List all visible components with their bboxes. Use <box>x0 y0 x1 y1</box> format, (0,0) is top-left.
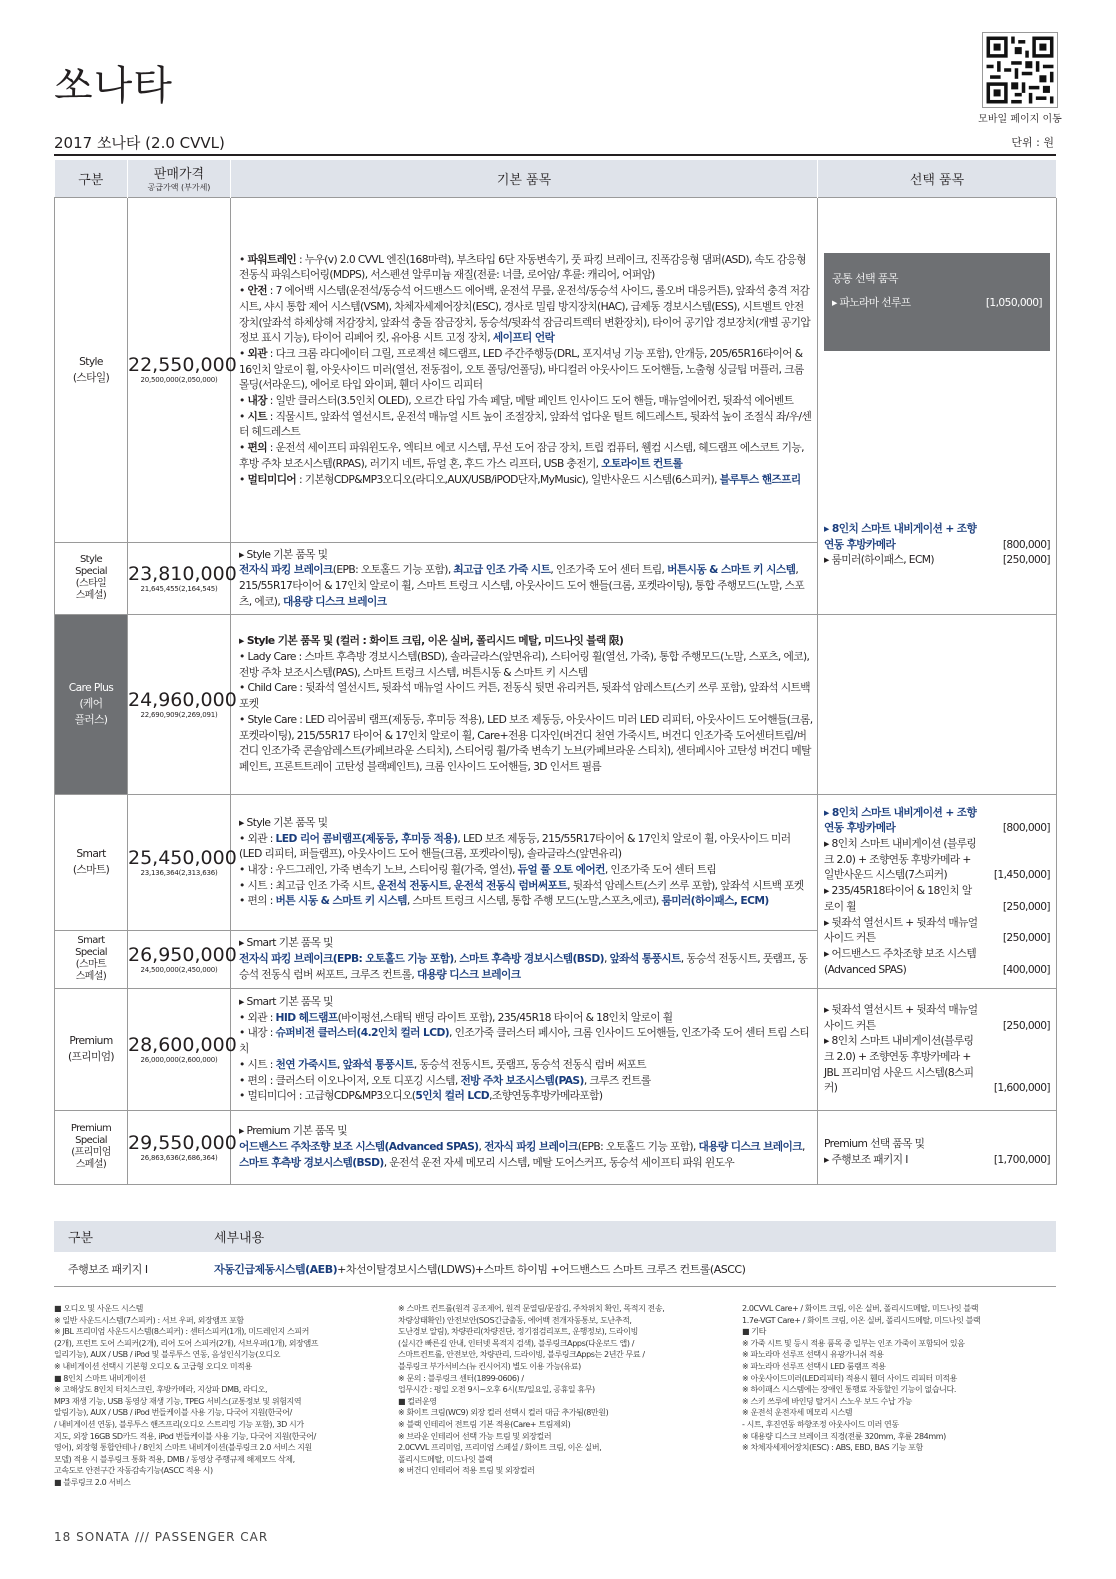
common-options-title: 공통 선택 품목 <box>832 271 898 285</box>
note-line: ※ 대용량 디스크 브레이크 직경(전륜 320mm, 후륜 284mm) <box>742 1431 946 1441</box>
note-line: ※ 브라운 인테리어 선택 가능 트림 및 외장컬러 <box>398 1431 552 1441</box>
feature-highlight: 대용량 디스크 브레이크 <box>698 1140 802 1154</box>
note-line: 지도, 외장 16GB SD카드 적용, iPod 번들케이블 사용 기능, 다국어 지원(한국어/ <box>54 1431 316 1441</box>
notes-col-1 <box>54 1303 384 1489</box>
option-cell-empty <box>818 614 1057 794</box>
trim-label-line: Style <box>79 554 103 565</box>
feature-item: • 편의 : 운전석 세이프티 파워윈도우, 엑티브 에코 시스템, 무선 도어 잠금 장치, 트립 컴퓨터, 웰컴 시스템, 헤드램프 에스코트 기능, 후방 주차 보조시스템(RPAS), 러기지 네트, 듀얼 혼, 후드 가스 리프터, USB 충전기, 오토라이트 컨트롤 <box>239 441 804 470</box>
note-line: ■ 오디오 및 사운드 시스템 <box>54 1304 144 1313</box>
package-header-type: 구분 <box>54 1221 214 1252</box>
supply-value: 23,136,364(2,313,636) <box>140 868 218 877</box>
package-table <box>54 1221 1056 1287</box>
supply-value: 22,690,909(2,269,091) <box>140 710 218 719</box>
feature-highlight: 세이프티 언락 <box>492 331 555 345</box>
note-line: 모델) 적용 시 블루링크 통화 적용, DMB / 동영상 주행규제 해제모드 삭제, <box>54 1454 295 1464</box>
supply-value: 26,000,000(2,600,000) <box>140 1055 218 1064</box>
trim-price <box>128 542 237 614</box>
option-item <box>832 295 1042 311</box>
package-detail-highlight: 자동긴급제동시스템(AEB) <box>214 1262 338 1276</box>
option-price: [400,000] <box>1002 962 1050 976</box>
note-line: 스마트컨트롤, 안전보안, 차량관리, 드라이빙, 블루링크Apps는 2년간 무료 / <box>398 1350 645 1360</box>
feature-base: ▸ Premium 기본 품목 및 <box>239 1124 347 1138</box>
feature-cell <box>231 614 818 794</box>
note-line: / 내비게이션 연동), 블루투스 핸즈프리(오디오 스트리밍 기능 포함), 3D 시가 <box>54 1419 304 1429</box>
feature-item: • Child Care : 뒷좌석 열선시트, 뒷좌석 매뉴얼 사이드 커튼, 전동식 뒷면 유리커튼, 뒷좌석 암레스트(스키 쓰루 포함), 앞좌석 시트백 포켓 <box>239 681 811 711</box>
feature-category: 편의 <box>247 441 267 455</box>
option-item <box>824 1033 1050 1096</box>
feature-highlight: 5인치 컬러 LCD <box>415 1089 490 1103</box>
feature-highlight: 전자식 파킹 브레이크 <box>239 563 333 577</box>
note-line: 1.7e-VGT Care+ / 화이트 크림, 이온 실버, 폴리시드메탈, 미드나잇 블랙 <box>742 1315 981 1325</box>
price-value: 28,600,000 <box>128 1033 237 1056</box>
option-label: ▸ 어드밴스드 주차조향 보조 시스템 (Advanced SPAS) <box>824 946 977 976</box>
page-footer: 18 SONATA /// PASSENGER CAR <box>54 1530 269 1544</box>
note-line: ※ JBL 프리미엄 사운드시스템(8스피커) : 센터스피커(1개), 미드레인지 스피커 <box>54 1327 309 1337</box>
trim-label-line: 플러스) <box>74 712 108 726</box>
feature-cell <box>231 794 818 930</box>
package-detail-text: +차선이탈경보시스템(LDWS)+스마트 하이빔 +어드밴스드 스마트 크루즈 컨트롤(ASCC) <box>337 1262 746 1276</box>
option-item <box>824 521 1050 552</box>
option-item <box>824 1002 1050 1033</box>
note-line: ※ 버건디 인테리어 적용 트림 및 외장컬러 <box>398 1466 535 1476</box>
note-line: ※ 운전석 운전자세 메모리 시스템 <box>742 1408 853 1418</box>
feature-item: • 시트 : 최고급 인조 가죽 시트, 운전석 전동시트, 운전석 전동식 럼버써포트, 뒷좌석 암레스트(스키 쓰루 포함), 앞좌석 시트백 포켓 <box>239 878 804 892</box>
option-item <box>824 836 1050 883</box>
title-rule <box>54 154 1056 156</box>
trim-price <box>128 794 237 930</box>
feature-item: • 안전 : 7 에어백 시스템(운전석/동승석 어드밴스드 에어백, 운전석 무릎, 운전석/동승석 사이드, 롤오버 대응커튼), 앞좌석 충격 저감 시트, 샤시 통합 제어 시스템(VSM), 차체자세제어장치(ESC), 경사로 밀림 방지장치(HAC), 급제동 경보시스템(ESS), 시트벨트 안전장치(앞좌석 하체상해 저감장치, 앞좌석 충돌 잠금장치, 동승석/뒷좌석 잠금리트렉터 변환장치), 타이어 공기압 경보장치(개별 공기압 정보 표시 기능), 타이어 리페어 킷, 유아용 시트 고정 장치, 세이프티 언락 <box>239 284 811 345</box>
table-header <box>55 160 1057 197</box>
feature-item: • 내장 : 우드그레인, 가죽 변속기 노브, 스티어링 휠(가죽, 열선), 듀얼 풀 오토 에어컨, 인조가죽 도어 센터 트림 <box>239 863 717 876</box>
option-item <box>824 915 1050 946</box>
table-row <box>54 1252 1056 1286</box>
option-price: [800,000] <box>1002 821 1050 835</box>
feature-highlight: 블루투스 핸즈프리 <box>719 472 801 486</box>
note-line: 업무시간 : 평일 오전 9시~오후 6시(토/일요일, 공휴일 휴무) <box>398 1385 595 1395</box>
note-line: ※ 하이패스 시스템에는 장애인 통행료 자동할인 기능이 없습니다. <box>742 1385 956 1395</box>
note-line: 2.0CVVL Care+ / 화이트 크림, 이온 실버, 폴리시드메탈, 미드나잇 블랙 <box>742 1304 979 1313</box>
note-line: ■ 8인치 스마트 내비게이션 <box>54 1373 146 1383</box>
option-price: [250,000] <box>1002 553 1050 567</box>
price-value: 25,450,000 <box>128 846 237 869</box>
feature-item: • 편의 : 버튼 시동 & 스마트 키 시스템, 스마트 트렁크 시스템, 통합 주행 모드(노말,스포츠,에코), 룸미러(하이패스, ECM) <box>239 894 769 908</box>
note-line: ※ 파노라마 선루프 선택시 유광가니쉬 적용 <box>742 1350 884 1360</box>
option-price: [1,700,000] <box>993 1153 1050 1166</box>
option-cell <box>818 794 1057 988</box>
feature-highlight: 앞좌석 통풍시트 <box>342 1057 414 1071</box>
trim-price <box>128 1110 237 1184</box>
note-line: 차량상태확인) 안전보안(SOS긴급출동, 에어백 전개자동통보, 도난추적, <box>398 1315 632 1325</box>
option-label: ▸ 8인치 스마트 내비게이션 + 조향연동 후방카메라 <box>824 521 977 551</box>
feature-item: 전자식 파킹 브레이크(EPB: 오토홀드 기능 포함), 최고급 인조 가죽 시트, 인조가죽 도어 센터 트림, 버튼시동 & 스마트 키 시스템, 215/55R17타이어 & 17인치 알로이 휠, 스마트 트렁크 시스템, 아웃사이드 도어 핸들(크롬, 포켓라이팅), 통합 주행모드(노말, 스포츠, 에코), 대용량 디스크 브레이크 <box>239 563 805 608</box>
note-line: ■ 기타 <box>742 1327 766 1337</box>
feature-item: • 파워트레인 : 누우(v) 2.0 CVVL 엔진(168마력), 부츠타입 6단 자동변속기, 풋 파킹 브레이크, 진폭감응형 댐퍼(ASD), 속도 감응형 전동식 파워스티어링(MDPS), 서스펜션 알루미늄 재질(전륜: 너클, 로어암/ 후륜: 캐리어, 어퍼암) <box>239 252 806 282</box>
price-table <box>54 160 1057 1185</box>
option-item <box>824 883 1050 914</box>
feature-highlight: 스마트 후측방 경보시스템(BSD) <box>239 1155 384 1169</box>
feature-highlight: 슈퍼비전 클러스터(4.2인치 컬러 LCD) <box>275 1026 450 1040</box>
supply-value: 20,500,000(2,050,000) <box>140 376 218 384</box>
note-line: 일리기능), AUX / USB / iPod 및 블루투스 연동, 음성인식기능(오디오 <box>54 1350 281 1360</box>
package-name: 주행보조 패키지 Ⅰ <box>54 1252 214 1286</box>
header-basic: 기본 품목 <box>231 160 818 197</box>
trim-name <box>55 542 128 614</box>
option-price: [1,600,000] <box>993 1081 1050 1095</box>
note-line: - 시트, 후진연동 하향조정 아웃사이드 미러 연동 <box>742 1419 899 1429</box>
trim-label-line: Premium <box>70 1123 112 1134</box>
option-label: ▸ 뒷좌석 열선시트 + 뒷좌석 매뉴얼 사이드 커튼 <box>824 1002 978 1032</box>
note-line: ※ 차체자세제어장치(ESC) : ABS, EBD, BAS 기능 포함 <box>742 1443 923 1453</box>
feature-item: • 내장 : 슈퍼비전 클러스터(4.2인치 컬러 LCD), 인조가죽 클러스터 페시아, 크롬 인사이드 도어핸들, 인조가죽 도어 센터 트림 스티치 <box>239 1026 810 1056</box>
trim-name <box>55 614 128 794</box>
feature-item: • 외관 : 다크 크롬 라디에이터 그릴, 프로젝션 헤드램프, LED 주간주행등(DRL, 포지셔닝 기능 포함), 안개등, 205/65R16타이어 & 16인치 알로이 휠, 아웃사이드 미러(열선, 전동접이, 오토 폴딩/언폴딩), 바디컬러 아웃사이드 도어핸들, 노출형 싱글팁 머플러, 크롬몰딩(서라운드), 에어로 타입 와이퍼, 휀더 사이드 리피터 <box>239 346 804 392</box>
option-label: ▸ 8인치 스마트 내비게이션(블루링크 2.0) + 조향연동 후방카메라 + JBL 프리미엄 사운드 시스템(8스피커) <box>824 1034 974 1095</box>
trim-label-line: Smart <box>77 935 105 946</box>
table-row <box>55 614 1057 794</box>
feature-category: 시트 <box>247 409 267 423</box>
feature-category: 내장 <box>247 394 267 408</box>
notes-col-3 <box>742 1303 1056 1454</box>
trim-label-line: Care Plus <box>68 681 114 695</box>
trim-name <box>55 930 128 988</box>
feature-item: • 멀티미디어 : 고급형CDP&MP3오디오(5인치 컬러 LCD,조향연동후방카메라포함) <box>239 1089 603 1103</box>
trim-label-line: Smart <box>76 847 106 861</box>
table-row <box>55 794 1057 930</box>
feature-highlight: 버튼시동 & 스마트 키 시스템 <box>667 563 796 577</box>
note-line: ■ 블루링크 2.0 서비스 <box>54 1477 131 1487</box>
trim-label-line: (스마트) <box>72 863 110 876</box>
supply-value: 26,863,636(2,686,364) <box>140 1153 218 1162</box>
option-item <box>824 805 1050 836</box>
feature-highlight: HID 헤드램프 <box>275 1010 338 1024</box>
option-price: [800,000] <box>1002 537 1050 551</box>
qr-code[interactable] <box>982 32 1058 108</box>
note-line: ■ 컬러운영 <box>398 1396 437 1406</box>
feature-cell <box>231 988 818 1110</box>
option-price: [1,450,000] <box>993 868 1050 882</box>
feature-highlight: 운전석 전동식 럼버써포트 <box>453 878 568 892</box>
option-price: [250,000] <box>1002 1018 1050 1032</box>
feature-base: ▸ Style 기본 품목 및 <box>239 815 328 829</box>
price-value: 29,550,000 <box>128 1131 237 1154</box>
note-line: 알림기능), AUX / USB / iPod 번들케이블 사용 기능, 다국어 지원(한국어/ <box>54 1408 292 1418</box>
trim-name <box>55 197 128 542</box>
feature-base: ▸ Smart 기본 품목 및 <box>239 995 333 1009</box>
trim-price <box>128 614 237 794</box>
note-line: ※ 파노라마 선루프 선택시 LED 룸램프 적용 <box>742 1361 886 1371</box>
table-row <box>55 988 1057 1110</box>
note-line: ※ 화이트 크림(WC9) 외장 컬러 선택시 컬러 대금 추가됨(8만원) <box>398 1408 609 1418</box>
note-line: (2개), 프런트 도어 스피커(2개), 리어 도어 스피커(2개), 서브우퍼(1개), 외장앰프 <box>54 1338 319 1348</box>
trim-label-line: 스페셜) <box>75 590 107 601</box>
option-label: ▸ 뒷좌석 열선시트 + 뒷좌석 매뉴얼 사이드 커튼 <box>824 915 978 945</box>
feature-highlight: 대용량 디스크 브레이크 <box>282 594 387 608</box>
feature-item: • 편의 : 클러스터 이오나이저, 오토 디포깅 시스템, 전방 주차 보조시스템(PAS), 크루즈 컨트롤 <box>239 1073 651 1087</box>
option-item <box>824 946 1050 977</box>
trim-label-line: (케어 <box>79 697 103 711</box>
trim-label-line: Special <box>75 566 107 577</box>
option-cell <box>818 1110 1057 1184</box>
trim-label-line: (프리미엄) <box>67 1050 115 1063</box>
feature-highlight: 듀얼 풀 오토 에어컨 <box>517 863 605 876</box>
note-line: ※ 스키 쓰루에 바인딩 탈거시 스노우 보드 수납 가능 <box>742 1396 913 1406</box>
header-option: 선택 품목 <box>818 160 1057 197</box>
feature-category: 외관 <box>247 346 267 360</box>
feature-item: • Lady Care : 스마트 후측방 경보시스템(BSD), 솔라글라스(앞면유리), 스티어링 휠(열선, 가죽), 통합 주행모드(노말, 스포츠, 에코), 전방 주차 보조시스템(PAS), 스마트 트렁크 시스템, 버튼시동 & 스마트 키 시스템 <box>239 650 810 679</box>
note-line: 영어), 외장형 통합안테나 / 8인치 스마트 내비게이션(블루링크 2.0 서비스 지원 <box>54 1443 312 1453</box>
feature-item: • 시트 : 천연 가죽시트, 앞좌석 통풍시트, 동승석 전동시트, 풋램프, 동승석 전동식 럼버 써포트 <box>239 1057 647 1071</box>
feature-item: • 외관 : HID 헤드램프(바이펑션,스태틱 밴딩 라이트 포함), 235/45R18 타이어 & 18인치 알로이 휠 <box>239 1010 673 1024</box>
feature-base: ▸ Smart 기본 품목 및 <box>239 936 333 950</box>
feature-highlight: 운전석 전동시트 <box>377 878 449 892</box>
feature-highlight: 전방 주차 보조시스템(PAS) <box>460 1073 584 1087</box>
option-price: [250,000] <box>1002 931 1050 945</box>
option-label: ▸ 파노라마 선루프 <box>832 295 911 309</box>
note-line: 폴리시드메탈, 미드나잇 블랙 <box>398 1454 493 1464</box>
feature-highlight: 어드밴스드 주차조향 보조 시스템(Advanced SPAS) <box>239 1140 479 1154</box>
feature-item: • 내장 : 일반 클러스터(3.5인치 OLED), 오르간 타입 가속 페달, 메탈 페인트 인사이드 도어 핸들, 매뉴얼에어컨, 뒷좌석 에어벤트 <box>239 394 794 408</box>
feature-highlight: 대용량 디스크 브레이크 <box>416 967 521 981</box>
supply-value: 24,500,000(2,450,000) <box>140 965 218 974</box>
table-row <box>55 197 1057 542</box>
note-line: ※ 고해상도 8인치 터치스크린, 후방카메라, 지상파 DMB, 라디오, <box>54 1385 268 1395</box>
premium-special-option-title: Premium 선택 품목 및 <box>824 1137 925 1151</box>
note-line: 블루링크 부가서비스(뉴 컨시어지) 별도 이용 가능(유료) <box>398 1361 581 1371</box>
feature-cell <box>231 930 818 988</box>
trim-name <box>55 794 128 930</box>
price-value: 26,950,000 <box>128 943 237 966</box>
common-options <box>824 253 1050 351</box>
feature-base: ▸ Style 기본 품목 및 <box>239 547 328 561</box>
supply-value: 21,645,455(2,164,545) <box>140 584 218 593</box>
header-trim: 구분 <box>55 160 128 197</box>
feature-highlight: 앞좌석 통풍시트 <box>609 952 681 966</box>
trim-label-line: (스타일) <box>72 370 110 384</box>
trim-name <box>55 988 128 1110</box>
trim-price <box>128 988 237 1110</box>
feature-highlight: 오토라이트 컨트롤 <box>601 456 683 470</box>
feature-highlight: 최고급 인조 가죽 시트 <box>453 563 551 577</box>
feature-highlight: 룸미러(하이패스, ECM) <box>661 894 769 908</box>
qr-code-icon <box>983 33 1057 107</box>
page-title: 쏘나타 <box>54 63 173 109</box>
package-header-detail: 세부내용 <box>214 1221 1056 1252</box>
trim-label-line: Special <box>75 947 107 958</box>
feature-highlight: 전자식 파킹 브레이크(EPB: 오토홀드 기능 포함) <box>239 952 454 966</box>
feature-base <box>239 633 813 649</box>
note-line: MP3 재생 기능, USB 동영상 재생 기능, TPEG 서비스(교통정보 및 위험지역 <box>54 1396 302 1406</box>
notes-col-2 <box>398 1303 728 1477</box>
feature-cell <box>231 1110 818 1184</box>
trim-label-line: (프리미엄 <box>71 1147 111 1158</box>
trim-label-line: (스마트 <box>75 959 107 970</box>
note-line: ※ 스마트 컨트롤(원격 공조제어, 원격 문열림/문잠김, 주차위치 확인, 목적지 전송, <box>398 1304 665 1313</box>
feature-item: 전자식 파킹 브레이크(EPB: 오토홀드 기능 포함), 스마트 후측방 경보시스템(BSD), 앞좌석 통풍시트, 동승석 전동시트, 풋램프, 동승석 전동식 럼버 써포트, 크루즈 컨트롤, 대용량 디스크 브레이크 <box>239 952 808 981</box>
header-price: 판매가격 공급가액 (부가세) <box>128 160 231 197</box>
note-line: 고속도로 안전구간 자동감속기능(ASCC 적용 시) <box>54 1466 213 1476</box>
option-item <box>824 1152 1050 1168</box>
note-line: 도난경보 알림), 차량관리(차량진단, 정기점검리포트, 운행정보), 드라이빙 <box>398 1327 638 1337</box>
trim-label-line: Style <box>79 354 103 368</box>
trim-label-line: 스페셜) <box>75 1159 107 1170</box>
option-cell <box>818 197 1057 614</box>
feature-category: 파워트레인 <box>247 252 297 266</box>
trim-name <box>55 1110 128 1184</box>
feature-cell <box>231 542 818 614</box>
option-label: ▸ 주행보조 패키지 Ⅰ <box>824 1153 908 1166</box>
option-cell <box>818 988 1057 1110</box>
note-line: ※ 블랙 인테리어 전트림 기본 적용(Care+ 트림제외) <box>398 1419 571 1429</box>
price-value: 22,550,000 <box>128 354 237 376</box>
option-label: ▸ 235/45R18타이어 & 18인치 알로이 휠 <box>824 884 972 913</box>
price-value: 23,810,000 <box>128 562 237 585</box>
feature-highlight: 전자식 파킹 브레이크 <box>484 1140 578 1154</box>
option-label: ▸ 8인치 스마트 내비게이션 (블루링크 2.0) + 조향연동 후방카메라 + 일반사운드 시스템(7스피커) <box>824 837 977 882</box>
note-line: 2.0CVVL 프리미엄, 프리미엄 스페셜 / 화이트 크림, 이온 실버, <box>398 1443 602 1453</box>
note-line: (실시간 빠른길 안내, 인터넷 목적지 검색), 블루링크Apps(다운로드 앱) / <box>398 1338 635 1348</box>
unit-label: 단위 : 원 <box>1011 136 1054 149</box>
feature-item: • Style Care : LED 리어콤비 램프(제동등, 후미등 적용), LED 보조 제동등, 아웃사이드 미러 LED 리피터, 아웃사이드 도어핸들(크롬, 포켓라이팅), 215/55R17 타이어 & 17인치 알로이 휠, Care+전용 디자인(버건디 천연 가죽시트, 버건디 인조가죽 도어센터트림/버건디 인조가죽 콘솔암레스트(카페브라운 스티치), 스티어링 휠/가죽 변속기 노브(카페브라운 스티치), 센터페시아 고탄성 버건디 메탈페인트, 프론트트레이 고탄성 블랙페인트), 크롬 인사이드 도어핸들, 3D 인서트 필름 <box>239 712 813 773</box>
option-price: [250,000] <box>1002 899 1050 913</box>
package-detail <box>214 1252 1056 1286</box>
note-line: ※ 일반 사운드시스템(7스피커) : 서브 우퍼, 외장앰프 포함 <box>54 1315 244 1325</box>
trim-price <box>128 197 237 542</box>
feature-highlight: 버튼 시동 & 스마트 키 시스템 <box>275 894 407 908</box>
feature-highlight: LED 리어 콤비램프(제동등, 후미등 적용) <box>275 831 458 845</box>
option-item <box>824 552 1050 568</box>
trim-label-line: Premium <box>69 1034 113 1048</box>
trim-label-line: Special <box>75 1135 107 1146</box>
table-row <box>55 1110 1057 1184</box>
feature-highlight: 천연 가죽시트 <box>275 1057 338 1071</box>
option-label: ▸ 8인치 스마트 내비게이션 + 조향연동 후방카메라 <box>824 805 977 835</box>
feature-item: • 외관 : LED 리어 콤비램프(제동등, 후미등 적용), LED 보조 제동등, 215/55R17타이어 & 17인치 알로이 휠, 아웃사이드 미러(LED 리피터, 퍼들램프), 아웃사이드 도어 핸들(크롬, 포켓라이팅), 솔라글라스(앞면유리) <box>239 831 791 861</box>
feature-highlight: 스마트 후측방 경보시스템(BSD) <box>459 952 604 966</box>
note-line: ※ 가죽 시트 및 등시 적용 품목 중 일부는 인조 가죽이 포함되어 있음 <box>742 1338 965 1348</box>
option-price: [1,050,000] <box>985 295 1042 309</box>
option-label: ▸ 룸미러(하이패스, ECM) <box>824 553 935 567</box>
feature-item: 어드밴스드 주차조향 보조 시스템(Advanced SPAS), 전자식 파킹 브레이크(EPB: 오토홀드 기능 포함), 대용량 디스크 브레이크, 스마트 후측방 경보시스템(BSD), 운전석 운전 자세 메모리 시스템, 메탈 도어스커프, 동승석 세이프티 파워 윈도우 <box>239 1140 805 1169</box>
feature-category: 안전 <box>247 284 267 298</box>
trim-label-line: (스타일 <box>75 578 107 589</box>
feature-category: 멀티미디어 <box>247 472 297 486</box>
qr-caption: 모바일 페이지 이동 <box>978 114 1062 125</box>
feature-item: • 시트 : 직물시트, 앞좌석 열선시트, 운전석 매뉴얼 시트 높이 조절장치, 앞좌석 업다운 틸트 헤드레스트, 뒷좌석 높이 조절식 좌/우/센터 헤드레스트 <box>239 409 812 439</box>
trim-label-line: 스페셜) <box>75 971 107 982</box>
feature-cell <box>231 197 818 542</box>
price-value: 24,960,000 <box>128 688 237 711</box>
page-subtitle: 2017 쏘나타 (2.0 CVVL) <box>54 134 225 152</box>
trim-price <box>128 930 237 988</box>
note-line: ※ 문의 : 블루링크 센터(1899-0606) / <box>398 1373 524 1383</box>
note-line: ※ 아웃사이드미러(LED리피터) 적용시 휀더 사이드 리피터 미적용 <box>742 1373 957 1383</box>
feature-item: • 멀티미디어 : 기본형CDP&MP3오디오(라디오,AUX/USB/iPOD단자,MyMusic), 일반사운드 시스템(6스피커), 블루투스 핸즈프리 <box>239 472 801 486</box>
note-line: ※ 내비게이션 선택시 기본형 오디오 & 고급형 오디오 미적용 <box>54 1361 252 1371</box>
feature-base-bold: ▸ Style 기본 품목 및 (컬러 : 화이트 크림, 이온 실버, 폴리시드 메탈, 미드나잇 블랙 限) <box>239 634 624 648</box>
